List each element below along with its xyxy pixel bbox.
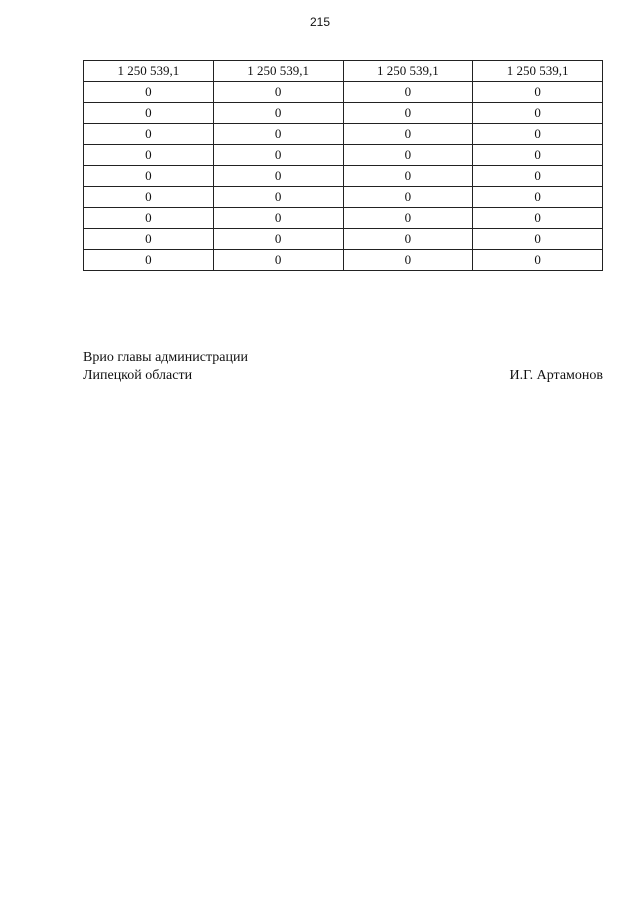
table-cell: 0 <box>213 187 343 208</box>
table-cell: 0 <box>343 82 473 103</box>
table-cell: 0 <box>343 145 473 166</box>
table-cell: 1 250 539,1 <box>84 61 214 82</box>
table-cell: 0 <box>473 187 603 208</box>
table-cell: 0 <box>213 166 343 187</box>
table-cell: 0 <box>213 145 343 166</box>
signature-row <box>83 367 603 385</box>
signature-block <box>83 349 603 385</box>
table-row <box>84 208 603 229</box>
table-row <box>84 124 603 145</box>
table-cell: 0 <box>343 124 473 145</box>
table-cell: 0 <box>343 166 473 187</box>
table-row <box>84 166 603 187</box>
signature-title-line2: Липецкой области <box>83 368 193 383</box>
table-cell: 1 250 539,1 <box>213 61 343 82</box>
table-cell: 0 <box>84 229 214 250</box>
table-cell: 0 <box>213 229 343 250</box>
table-cell: 0 <box>84 103 214 124</box>
table-row <box>84 187 603 208</box>
data-table <box>83 60 603 271</box>
signatory-name: И.Г. Артамонов <box>509 368 603 383</box>
table-cell: 0 <box>343 229 473 250</box>
table-row <box>84 229 603 250</box>
table-cell: 0 <box>343 208 473 229</box>
table-row <box>84 250 603 271</box>
table-cell: 1 250 539,1 <box>473 61 603 82</box>
table-cell: 0 <box>473 229 603 250</box>
table-cell: 0 <box>84 82 214 103</box>
table-body <box>84 61 603 271</box>
table-cell: 0 <box>84 250 214 271</box>
table-row <box>84 61 603 82</box>
table-cell: 0 <box>84 187 214 208</box>
signature-title-line1: Врио главы администрации <box>83 350 248 365</box>
table-cell: 0 <box>473 103 603 124</box>
page-number: 215 <box>309 15 331 29</box>
table-cell: 0 <box>84 145 214 166</box>
table-cell: 0 <box>84 124 214 145</box>
table-row <box>84 103 603 124</box>
table-cell: 0 <box>473 124 603 145</box>
table-cell: 0 <box>343 103 473 124</box>
table-row <box>84 82 603 103</box>
table-cell: 0 <box>213 82 343 103</box>
table-cell: 0 <box>213 103 343 124</box>
table-cell: 0 <box>213 124 343 145</box>
table-cell: 0 <box>84 208 214 229</box>
table-cell: 0 <box>473 166 603 187</box>
table-cell: 0 <box>473 145 603 166</box>
table-cell: 0 <box>343 250 473 271</box>
table-cell: 0 <box>213 250 343 271</box>
table-cell: 0 <box>473 250 603 271</box>
table-cell: 0 <box>473 208 603 229</box>
table-cell: 1 250 539,1 <box>343 61 473 82</box>
table-row <box>84 145 603 166</box>
table-cell: 0 <box>473 82 603 103</box>
table-cell: 0 <box>213 208 343 229</box>
table-cell: 0 <box>343 187 473 208</box>
table-cell: 0 <box>84 166 214 187</box>
